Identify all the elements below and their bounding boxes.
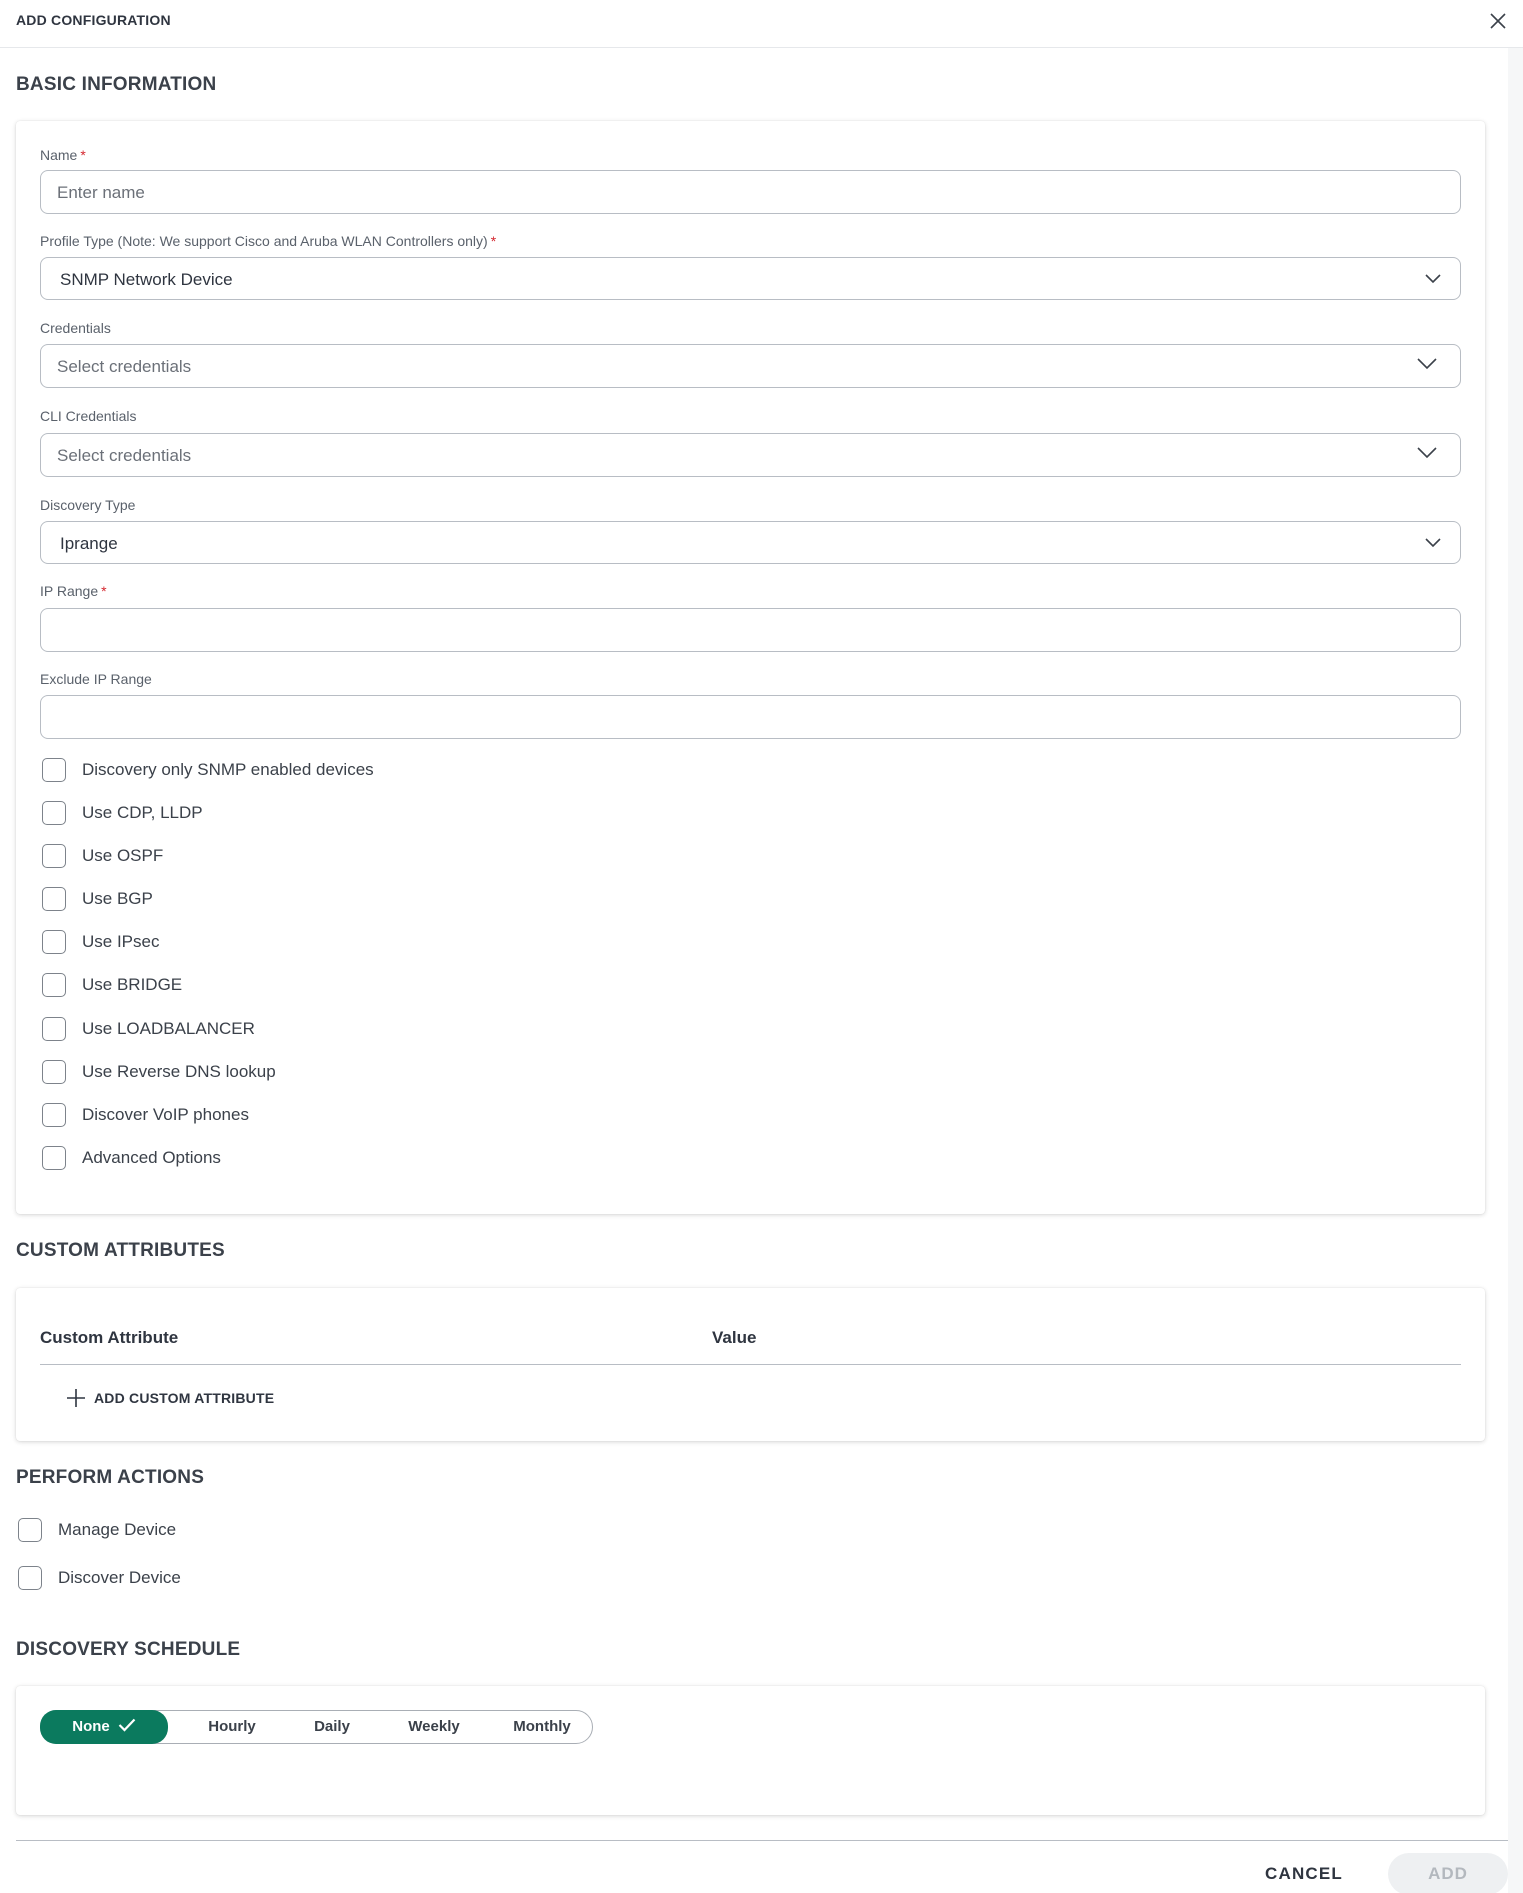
name-input[interactable] <box>40 170 1461 214</box>
column-header-custom-attribute: Custom Attribute <box>40 1328 179 1347</box>
option-reverse-dns[interactable] <box>42 1059 276 1085</box>
option-label: Advanced Options <box>82 1148 221 1167</box>
schedule-option-none[interactable]: None <box>40 1710 168 1744</box>
cli-credentials-select[interactable] <box>40 433 1461 477</box>
header-divider <box>40 1364 1461 1365</box>
checkbox[interactable] <box>42 930 66 954</box>
checkbox[interactable] <box>42 1017 66 1041</box>
checkbox[interactable] <box>42 844 66 868</box>
option-label: Use BGP <box>82 889 153 908</box>
discovery-type-label: Discovery Type <box>40 497 136 513</box>
option-label: Discover VoIP phones <box>82 1105 249 1124</box>
plus-icon <box>66 1388 86 1408</box>
option-label: Use CDP, LLDP <box>82 803 203 822</box>
action-label: Discover Device <box>58 1568 181 1587</box>
dialog-header <box>0 0 1523 48</box>
schedule-option-hourly[interactable]: Hourly <box>208 1718 256 1735</box>
option-label: Use BRIDGE <box>82 975 183 994</box>
option-cdp-lldp[interactable] <box>42 800 203 826</box>
column-header-value: Value <box>712 1328 757 1347</box>
cli-credentials-placeholder: Select credentials <box>57 446 192 465</box>
footer-divider <box>16 1840 1508 1841</box>
chevron-down-icon <box>1416 446 1438 460</box>
exclude-ip-range-input[interactable] <box>40 695 1461 739</box>
option-loadbalancer[interactable] <box>42 1016 255 1042</box>
checkbox[interactable] <box>42 801 66 825</box>
option-label: Use IPsec <box>82 932 160 951</box>
profile-type-label: Profile Type (Note: We support Cisco and Aruba WLAN Controllers only) * <box>40 233 497 249</box>
section-title-perform-actions: PERFORM ACTIONS <box>16 1467 205 1488</box>
scrollbar[interactable] <box>1508 48 1523 1893</box>
section-title-custom-attributes: CUSTOM ATTRIBUTES <box>16 1240 225 1261</box>
option-label: Use LOADBALANCER <box>82 1019 255 1038</box>
section-title-discovery-schedule: DISCOVERY SCHEDULE <box>16 1639 241 1660</box>
option-ipsec[interactable] <box>42 929 159 955</box>
ip-range-label: IP Range * <box>40 583 107 599</box>
option-label: Use OSPF <box>82 846 164 865</box>
action-manage-device[interactable] <box>18 1517 176 1543</box>
credentials-select[interactable] <box>40 344 1461 388</box>
schedule-option-weekly[interactable]: Weekly <box>408 1718 460 1735</box>
option-label: Discovery only SNMP enabled devices <box>82 760 374 779</box>
credentials-label: Credentials <box>40 320 111 336</box>
chevron-down-icon <box>1424 272 1442 284</box>
option-voip-phones[interactable] <box>42 1102 249 1128</box>
option-bridge[interactable] <box>42 972 182 998</box>
profile-type-select[interactable] <box>40 257 1461 300</box>
exclude-ip-range-label: Exclude IP Range <box>40 671 152 687</box>
discovery-schedule-card <box>16 1686 1485 1815</box>
option-advanced[interactable] <box>42 1145 221 1171</box>
checkbox[interactable] <box>42 758 66 782</box>
custom-attributes-card <box>16 1288 1485 1441</box>
add-button[interactable]: ADD <box>1388 1853 1508 1893</box>
basic-information-card <box>16 121 1485 1214</box>
profile-type-value: SNMP Network Device <box>60 270 233 289</box>
checkbox[interactable] <box>42 1103 66 1127</box>
checkbox[interactable] <box>18 1518 42 1542</box>
schedule-option-monthly[interactable]: Monthly <box>513 1718 571 1735</box>
option-bgp[interactable] <box>42 886 153 912</box>
ip-range-input[interactable] <box>40 608 1461 652</box>
action-discover-device[interactable] <box>18 1565 181 1591</box>
discovery-type-value: Iprange <box>60 534 118 553</box>
chevron-down-icon <box>1416 357 1438 371</box>
schedule-segmented-control <box>40 1710 593 1744</box>
checkbox[interactable] <box>42 1060 66 1084</box>
credentials-placeholder: Select credentials <box>57 357 192 376</box>
chevron-down-icon <box>1424 536 1442 548</box>
checkbox[interactable] <box>42 887 66 911</box>
name-label: Name * <box>40 147 86 163</box>
schedule-option-daily[interactable]: Daily <box>314 1718 350 1735</box>
checkbox[interactable] <box>42 1146 66 1170</box>
dialog-title: ADD CONFIGURATION <box>16 12 171 28</box>
option-ospf[interactable] <box>42 843 163 869</box>
name-input-placeholder: Enter name <box>57 183 145 202</box>
cli-credentials-label: CLI Credentials <box>40 408 137 424</box>
section-title-basic-information: BASIC INFORMATION <box>16 74 217 95</box>
option-snmp-only[interactable] <box>42 757 374 783</box>
close-icon[interactable] <box>1487 10 1509 32</box>
checkbox[interactable] <box>18 1566 42 1590</box>
option-label: Use Reverse DNS lookup <box>82 1062 276 1081</box>
action-label: Manage Device <box>58 1520 177 1539</box>
add-custom-attribute-button[interactable] <box>66 1388 274 1408</box>
add-custom-attribute-label: ADD CUSTOM ATTRIBUTE <box>94 1390 275 1406</box>
cancel-button[interactable]: CANCEL <box>1264 1864 1344 1883</box>
check-icon <box>118 1711 136 1725</box>
checkbox[interactable] <box>42 973 66 997</box>
discovery-type-select[interactable] <box>40 521 1461 564</box>
